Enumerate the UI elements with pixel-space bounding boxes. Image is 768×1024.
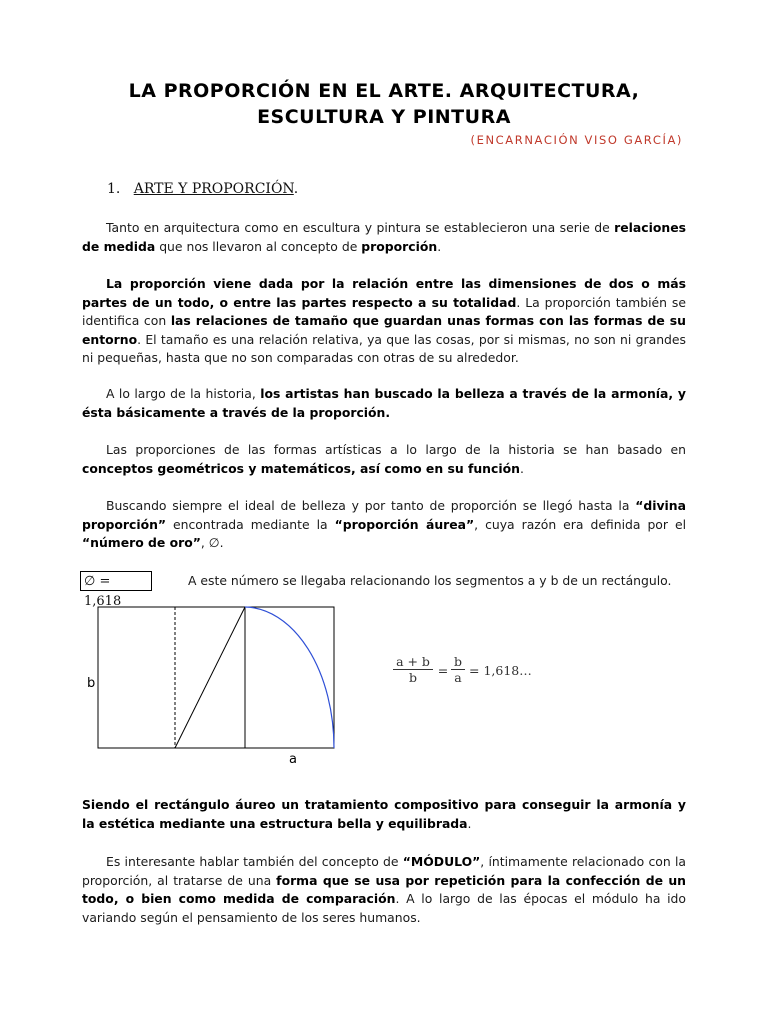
paragraph-1	[82, 219, 686, 256]
paragraph-2-text-2: . El tamaño es una relación relativa, ya que las cosas, por si mismas, no son ni grandes ni pequeñas, hasta que no son comparadas con otras de su alrededor.	[82, 331, 686, 366]
paragraph-4-text: Las proporciones de las formas artísticas a lo largo de la historia se han basado en	[106, 442, 686, 457]
paragraph-1-bold-2: proporción	[361, 238, 438, 254]
paragraph-6-text: .	[467, 815, 472, 831]
paragraph-4	[82, 441, 686, 478]
paragraph-2	[82, 275, 686, 368]
paragraph-5-text-4: , ∅.	[200, 535, 224, 551]
diagonal-line	[175, 607, 245, 748]
label-a: a	[289, 752, 297, 767]
paragraph-7-text-3: . A lo largo de las épocas el módulo ha ido variando según el pensamiento de los seres humanos.	[82, 891, 686, 925]
paragraph-7-bold-2: forma que se usa por repetición para la confección de un todo, o bien como medida de comparación	[82, 872, 686, 907]
golden-rectangle-figure	[80, 605, 346, 767]
section-period: .	[293, 181, 299, 197]
paragraph-1-text-2: que nos llevaron al concepto de	[155, 238, 362, 254]
author-name: (ENCARNACIÓN VISO GARCÍA)	[470, 133, 683, 147]
section-number: 1.	[107, 181, 121, 197]
paragraph-7-text: Es interesante hablar también del concepto de	[106, 854, 403, 869]
golden-rectangle-outline	[98, 607, 334, 748]
paragraph-7-bold-1: “MÓDULO”	[402, 854, 481, 869]
paragraph-1-text-3: .	[437, 238, 442, 254]
fraction-1-numerator: a + b	[396, 654, 430, 669]
paragraph-3	[82, 385, 686, 422]
label-b: b	[87, 676, 96, 691]
paragraph-5-text-3: , cuya razón era definida por el	[474, 516, 687, 532]
golden-ratio-result: = 1,618…	[469, 663, 532, 678]
fraction-2-numerator: b	[453, 654, 462, 669]
paragraph-5-text-2: encontrada mediante la	[166, 516, 335, 532]
golden-rectangle-diagram	[80, 605, 346, 767]
paragraph-1-text: Tanto en arquitectura como en escultura y pintura se establecieron una serie de	[106, 220, 615, 235]
paragraph-5-bold-1: “divina proporción”	[82, 498, 686, 532]
fraction-1-denominator: b	[408, 670, 417, 685]
paragraph-6	[82, 796, 686, 833]
section-title: ARTE Y PROPORCIÓN	[133, 181, 294, 197]
fraction-a-plus-b-over-b	[393, 654, 433, 685]
fraction-b-over-a	[451, 654, 465, 685]
paragraph-5	[82, 497, 686, 553]
paragraph-2-text: . La proporción también se identifica con	[82, 294, 686, 329]
golden-ratio-formula	[393, 654, 593, 694]
equals-sign-1: =	[437, 663, 449, 678]
fraction-2-denominator: a	[454, 670, 462, 685]
section-heading	[107, 181, 298, 197]
paragraph-5-bold-2: “proporción áurea”	[334, 516, 475, 532]
paragraph-5-bold-3: “número de oro”	[82, 535, 201, 551]
paragraph-7-text-2: , íntimamente relacionado con la proporción, al tratarse de una	[82, 854, 686, 888]
document-title-line-1: LA PROPORCIÓN EN EL ARTE. ARQUITECTURA,	[128, 80, 640, 102]
paragraph-3-text: A lo largo de la historia,	[106, 386, 261, 401]
paragraph-4-bold: conceptos geométricos y matemáticos, así como en su función	[82, 460, 520, 476]
paragraph-4-text-2: .	[519, 460, 524, 476]
paragraph-3-bold: los artistas han buscado la belleza a través de la armonía, y ésta básicamente a través de la proporción.	[82, 386, 686, 420]
golden-arc	[245, 607, 334, 748]
paragraph-5-text: Buscando siempre el ideal de belleza y por tanto de proporción se llegó hasta la	[106, 498, 636, 513]
paragraph-2-bold-1: La proporción viene dada por la relación entre las dimensiones de dos o más partes de un todo, o entre las partes respecto a su totalidad	[82, 276, 686, 310]
golden-number-box: ∅ = 1,618	[80, 571, 152, 591]
paragraph-6-bold: Siendo el rectángulo áureo un tratamiento compositivo para conseguir la armonía y la estética mediante una estructura bella y equilibrada	[82, 797, 686, 831]
document-title-line-2: ESCULTURA Y PINTURA	[257, 106, 511, 128]
golden-number-description: A este número se llegaba relacionando los segmentos a y b de un rectángulo.	[188, 573, 672, 588]
paragraph-7	[82, 853, 686, 927]
paragraph-1-bold-1: relaciones de medida	[82, 220, 686, 254]
paragraph-2-bold-2: las relaciones de tamaño que guardan unas formas con las formas de su entorno	[82, 313, 686, 347]
